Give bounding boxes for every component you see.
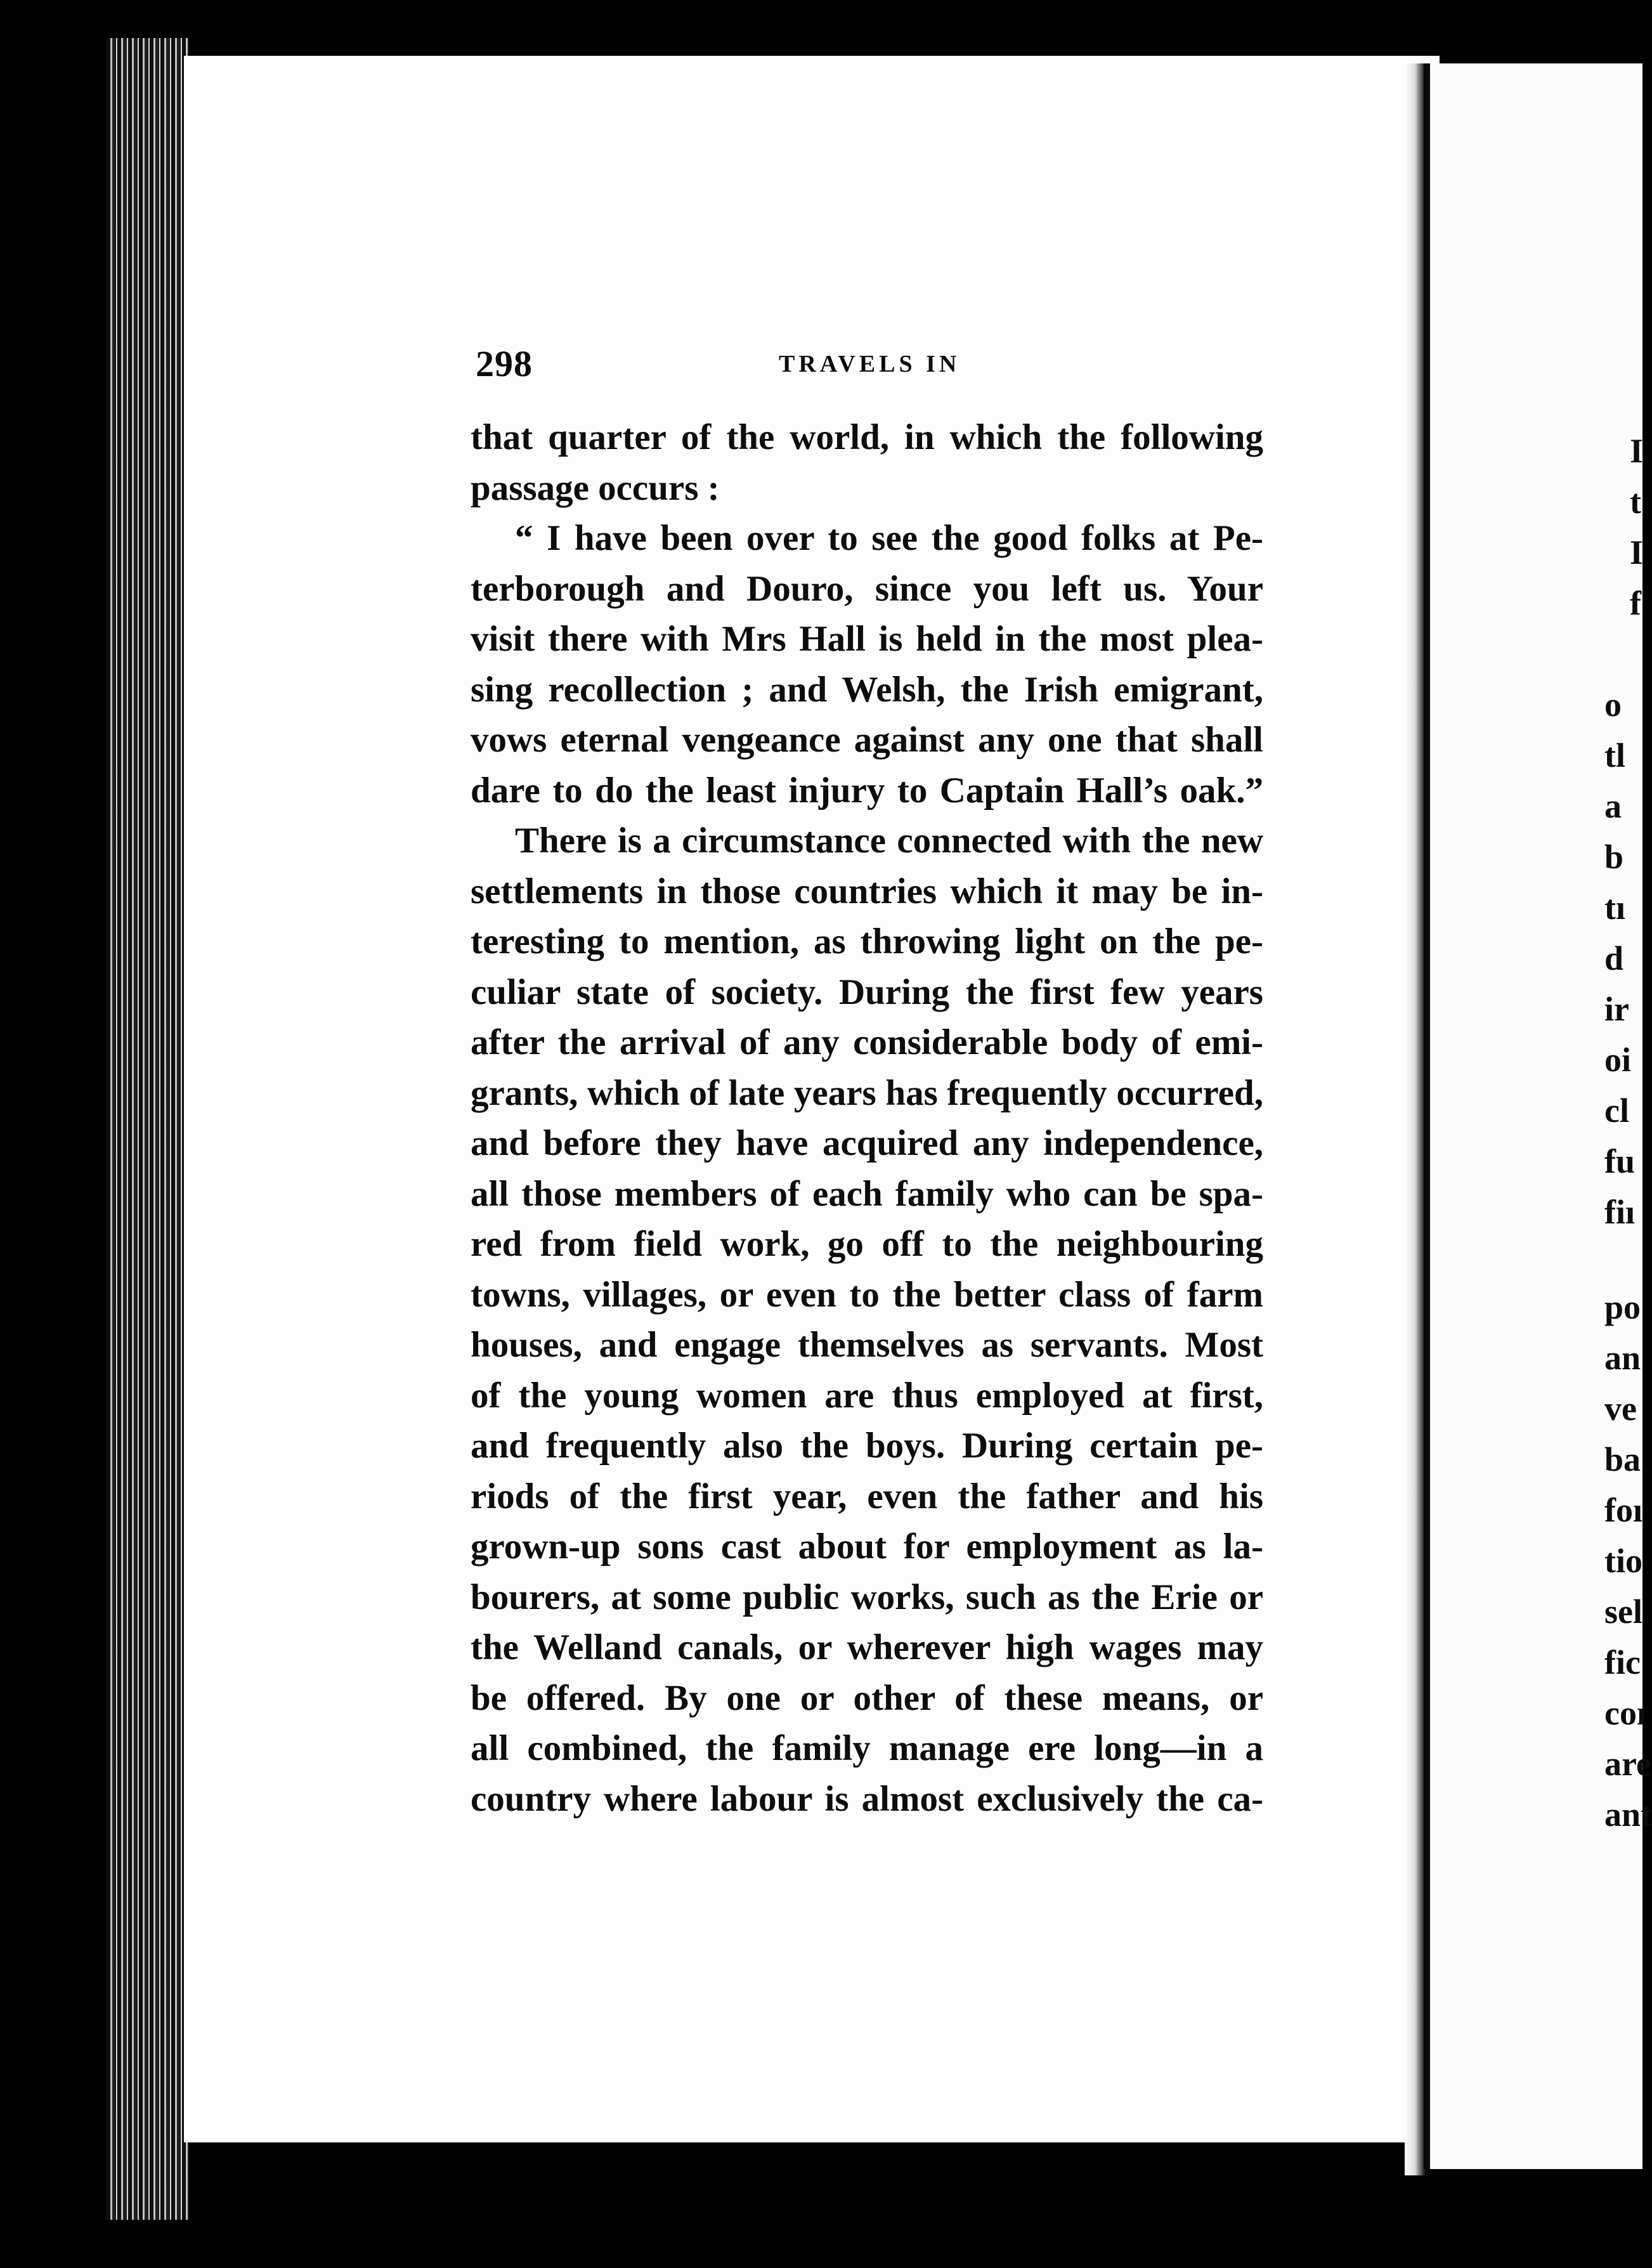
right-fragment: cl — [1604, 1092, 1629, 1130]
text-line: passage occurs : — [471, 467, 720, 508]
text-line: teresting to mention, as throwing light on the pe- — [471, 922, 1263, 961]
right-fragment: tio — [1604, 1542, 1642, 1580]
right-fragment: an — [1604, 1339, 1641, 1377]
running-title: TRAVELS IN — [779, 351, 961, 377]
right-fragment: oi — [1604, 1041, 1632, 1079]
right-fragment: ir — [1604, 990, 1629, 1028]
right-fragment: coı — [1604, 1694, 1646, 1732]
text-line: all combined, the family manage ere long—in a — [471, 1728, 1263, 1768]
text-line: the Welland canals, or wherever high wages may — [471, 1627, 1263, 1667]
right-fragment: fiı — [1604, 1193, 1635, 1231]
text-line: red from field work, go off to the neighbouring — [471, 1224, 1263, 1264]
right-fragment: b — [1604, 838, 1624, 876]
text-line: and before they have acquired any independence, — [471, 1123, 1263, 1163]
text-line: country where labour is almost exclusively the ca- — [471, 1778, 1263, 1819]
text-line: houses, and engage themselves as servants. Most — [471, 1325, 1263, 1365]
text-line: after the arrival of any considerable body of emi- — [471, 1022, 1263, 1062]
text-line: grown-up sons cast about for employment as la- — [471, 1527, 1263, 1567]
right-fragment: t — [1630, 483, 1641, 521]
right-fragment: a — [1604, 787, 1622, 825]
text-line: riods of the first year, even the father and his — [471, 1476, 1263, 1516]
right-fragment: are — [1604, 1745, 1651, 1783]
right-fragment: sel — [1604, 1593, 1642, 1631]
right-fragment: fic — [1604, 1643, 1641, 1681]
text-line: settlements in those countries which it may be in- — [471, 871, 1263, 911]
right-fragment: po — [1604, 1288, 1641, 1326]
right-fragment: tı — [1604, 889, 1625, 927]
right-fragment: ve — [1604, 1390, 1637, 1428]
right-fragment: ant — [1604, 1796, 1652, 1834]
text-line: “ I have been over to see the good folks at Pe- — [515, 518, 1263, 558]
text-line: that quarter of the world, in which the following — [471, 417, 1263, 457]
text-line: terborough and Douro, since you left us. Your — [471, 568, 1263, 609]
text-line: all those members of each family who can be spa- — [471, 1173, 1263, 1214]
book-page-edges — [107, 38, 189, 2220]
right-fragment: I — [1630, 432, 1644, 470]
right-fragment: tl — [1604, 736, 1625, 774]
text-line: be offered. By one or other of these means, or — [471, 1678, 1263, 1718]
right-fragment: I — [1630, 533, 1644, 571]
right-fragment: fu — [1604, 1142, 1636, 1180]
text-line: bourers, at some public works, such as the Erie or — [471, 1577, 1263, 1617]
text-line: sing recollection ; and Welsh, the Irish emigrant, — [471, 669, 1263, 710]
right-fragment: foı — [1604, 1491, 1642, 1529]
right-fragment: ba — [1604, 1440, 1641, 1478]
right-fragment: o — [1604, 686, 1622, 724]
text-line: visit there with Mrs Hall is held in the most plea- — [471, 619, 1263, 659]
text-line: dare to do the least injury to Captain Hall’s oak.” — [471, 770, 1263, 811]
page-number: 298 — [476, 343, 533, 384]
text-line: and frequently also the boys. During certain pe- — [471, 1426, 1263, 1466]
text-line: grants, which of late years has frequently occurred, — [471, 1072, 1263, 1113]
body-text — [471, 412, 1263, 1824]
text-line: There is a circumstance connected with the new — [515, 821, 1263, 861]
text-line: of the young women are thus employed at first, — [471, 1375, 1263, 1416]
right-fragment: d — [1604, 939, 1624, 977]
text-line: towns, villages, or even to the better class of farm — [471, 1274, 1263, 1315]
text-line: culiar state of society. During the first few years — [471, 972, 1263, 1012]
right-fragment: f — [1630, 584, 1641, 622]
text-line: vows eternal vengeance against any one that shall — [471, 720, 1263, 760]
